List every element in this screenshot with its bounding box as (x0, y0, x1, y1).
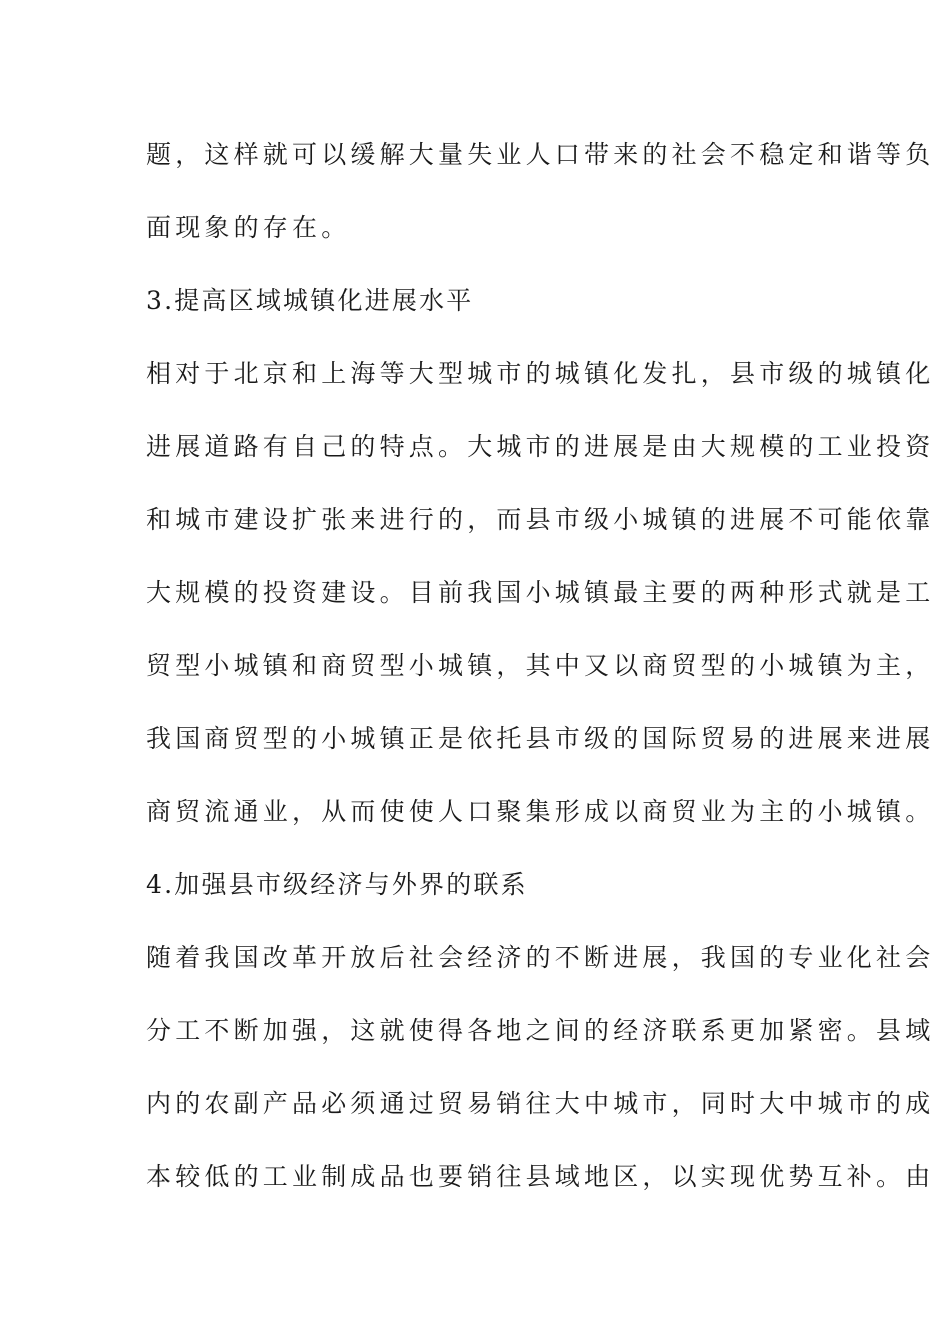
text-line-13: 分工不断加强，这就使得各地之间的经济联系更加紧密。县域 (146, 1016, 935, 1045)
text-line-1: 题，这样就可以缓解大量失业人口带来的社会不稳定和谐等负 (146, 140, 935, 169)
text-line-5: 进展道路有自己的特点。大城市的进展是由大规模的工业投资 (146, 432, 935, 461)
section-heading-4: 4.加强县市级经济与外界的联系 (146, 870, 528, 899)
text-line-4: 相对于北京和上海等大型城市的城镇化发扎，县市级的城镇化 (146, 359, 935, 388)
text-line-15: 本较低的工业制成品也要销往县域地区，以实现优势互补。由 (146, 1162, 935, 1191)
text-line-7: 大规模的投资建设。目前我国小城镇最主要的两种形式就是工 (146, 578, 935, 607)
section-heading-3: 3.提高区域城镇化进展水平 (146, 286, 474, 315)
text-line-14: 内的农副产品必须通过贸易销往大中城市，同时大中城市的成 (146, 1089, 935, 1118)
text-line-6: 和城市建设扩张来进行的，而县市级小城镇的进展不可能依靠 (146, 505, 935, 534)
text-line-12: 随着我国改革开放后社会经济的不断进展，我国的专业化社会 (146, 943, 935, 972)
text-line-2: 面现象的存在。 (146, 213, 351, 242)
text-line-9: 我国商贸型的小城镇正是依托县市级的国际贸易的进展来进展 (146, 724, 935, 753)
text-line-8: 贸型小城镇和商贸型小城镇，其中又以商贸型的小城镇为主， (146, 651, 935, 680)
text-line-10: 商贸流通业，从而使使人口聚集形成以商贸业为主的小城镇。 (146, 797, 935, 826)
